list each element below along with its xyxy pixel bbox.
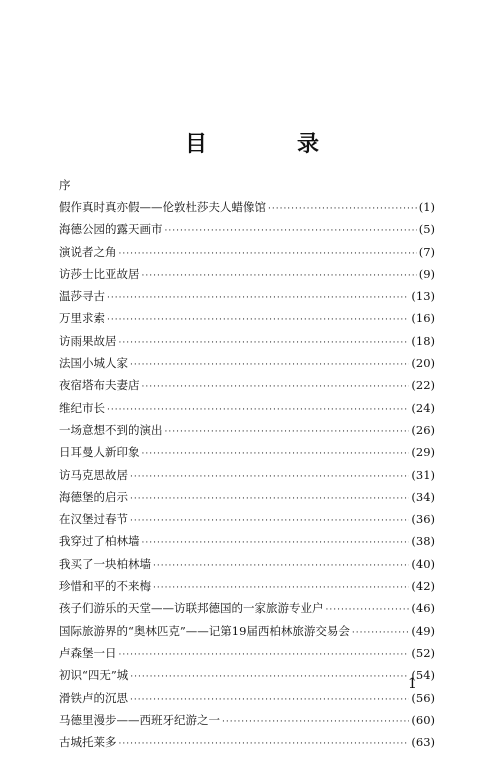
toc-entry	[59, 330, 435, 352]
page-number: 1	[408, 676, 417, 692]
toc-entry-page: (63)	[411, 735, 435, 750]
toc-entry-page: (24)	[411, 400, 435, 415]
toc-entry-page: (34)	[411, 489, 435, 504]
toc-entry	[59, 218, 435, 240]
toc-entry-title: 假作真时真亦假——伦敦杜莎夫人蜡像馆	[59, 200, 266, 214]
toc-entry-title: 访莎士比亚故居	[59, 266, 140, 281]
toc-entry-page: (40)	[411, 556, 435, 571]
toc-entry-page: (20)	[411, 356, 435, 371]
dot-leader	[119, 733, 410, 755]
toc-entry-page: (36)	[411, 512, 435, 527]
dot-leader	[119, 243, 417, 265]
dot-leader	[222, 711, 409, 733]
toc-entry	[59, 575, 435, 597]
dot-leader	[130, 666, 409, 688]
dot-leader	[165, 421, 410, 443]
toc-entry	[59, 687, 435, 709]
toc-entry-title: 一场意想不到的演出	[59, 422, 163, 437]
toc-entry-title: 在汉堡过春节	[59, 512, 128, 527]
toc-entry-page: (56)	[411, 690, 435, 705]
toc-entry	[59, 352, 435, 374]
page-title: 目 录	[184, 131, 353, 157]
toc-entry	[59, 196, 435, 218]
toc-entry-title: 我穿过了柏林墙	[59, 534, 140, 549]
toc-entry	[59, 709, 435, 731]
toc-entry	[59, 530, 435, 552]
dot-leader	[119, 644, 410, 666]
toc-entry-title: 法国小城人家	[59, 356, 128, 371]
toc-entry-title: 孩子们游乐的天堂——访联邦德国的一家旅游专业户	[59, 601, 324, 616]
toc-entry-title: 温莎寻古	[59, 289, 105, 304]
dot-leader	[130, 510, 409, 532]
toc-entry-title: 海德公园的露天画市	[59, 222, 163, 237]
toc-entry-page: (7)	[418, 244, 435, 259]
toc-entry	[59, 263, 435, 285]
toc-entry-page: (13)	[411, 289, 435, 304]
toc-entry	[59, 642, 435, 664]
dot-leader	[142, 532, 410, 554]
toc-entry	[59, 285, 435, 307]
dot-leader	[165, 220, 417, 242]
toc-entry-title: 访马克思故居	[59, 467, 128, 482]
toc-entry-page: (49)	[411, 623, 435, 638]
toc-entry-title: 日耳曼人新印象	[59, 445, 140, 460]
toc-entry-title: 维纪市长	[59, 400, 105, 415]
dot-leader	[352, 622, 410, 644]
dot-leader	[153, 577, 409, 599]
toc-entry-page: (26)	[411, 422, 435, 437]
toc-entry-title: 初识“四无”城	[59, 668, 129, 683]
dot-leader	[268, 198, 417, 220]
dot-leader	[107, 399, 409, 421]
toc-entry	[59, 508, 435, 530]
toc-entry	[59, 664, 435, 686]
toc-entry-page: (16)	[411, 311, 435, 326]
toc-entry-page: (31)	[411, 467, 435, 482]
toc-entry-title: 演说者之角	[59, 244, 117, 259]
toc-entry-page: (54)	[411, 668, 435, 683]
toc-entry-title: 海德堡的启示	[59, 489, 128, 504]
toc-entry-title: 我买了一块柏林墙	[59, 556, 151, 571]
toc-entry	[59, 553, 435, 575]
toc-entry	[59, 374, 435, 396]
toc-entry-title: 马德里漫步——西班牙纪游之一	[59, 712, 220, 727]
toc-entry-page: (42)	[411, 579, 435, 594]
dot-leader	[130, 689, 409, 711]
toc-entry-page: (38)	[411, 534, 435, 549]
toc-entry	[59, 307, 435, 329]
dot-leader	[142, 265, 417, 287]
dot-leader	[107, 309, 409, 331]
toc-entry-page: (60)	[411, 712, 435, 727]
toc-entry-page: (9)	[418, 266, 435, 281]
dot-leader	[130, 488, 409, 510]
dot-leader	[130, 354, 409, 376]
toc-entry	[59, 597, 435, 619]
toc-entry-page: (52)	[411, 645, 435, 660]
table-of-contents	[59, 196, 435, 753]
preface-entry: 序	[59, 178, 71, 192]
dot-leader	[119, 332, 410, 354]
toc-entry	[59, 464, 435, 486]
toc-entry	[59, 620, 435, 642]
dot-leader	[153, 555, 409, 577]
toc-entry-title: 夜宿塔布夫妻店	[59, 378, 140, 393]
dot-leader	[107, 287, 409, 309]
toc-entry-page: (22)	[411, 378, 435, 393]
toc-entry-page: (18)	[411, 333, 435, 348]
toc-entry	[59, 241, 435, 263]
toc-entry-page: (46)	[411, 601, 435, 616]
toc-entry-title: 访雨果故居	[59, 333, 117, 348]
toc-entry-title: 珍惜和平的不来梅	[59, 579, 151, 594]
toc-entry-page: (29)	[411, 445, 435, 460]
toc-entry-title: 卢森堡一日	[59, 645, 117, 660]
toc-entry-title: 滑铁卢的沉思	[59, 690, 128, 705]
dot-leader	[142, 443, 410, 465]
toc-entry	[59, 731, 435, 753]
toc-entry	[59, 486, 435, 508]
toc-entry-title: 万里求索	[59, 311, 105, 326]
dot-leader	[142, 376, 410, 398]
toc-entry	[59, 419, 435, 441]
toc-entry-title: 古城托莱多	[59, 735, 117, 750]
dot-leader	[326, 599, 410, 621]
toc-entry-page: (5)	[418, 222, 435, 237]
toc-entry	[59, 441, 435, 463]
toc-entry	[59, 397, 435, 419]
dot-leader	[130, 466, 409, 488]
toc-entry-title: 国际旅游界的“奥林匹克”——记第19届西柏林旅游交易会	[59, 623, 350, 638]
toc-entry-page: (1)	[418, 200, 435, 214]
